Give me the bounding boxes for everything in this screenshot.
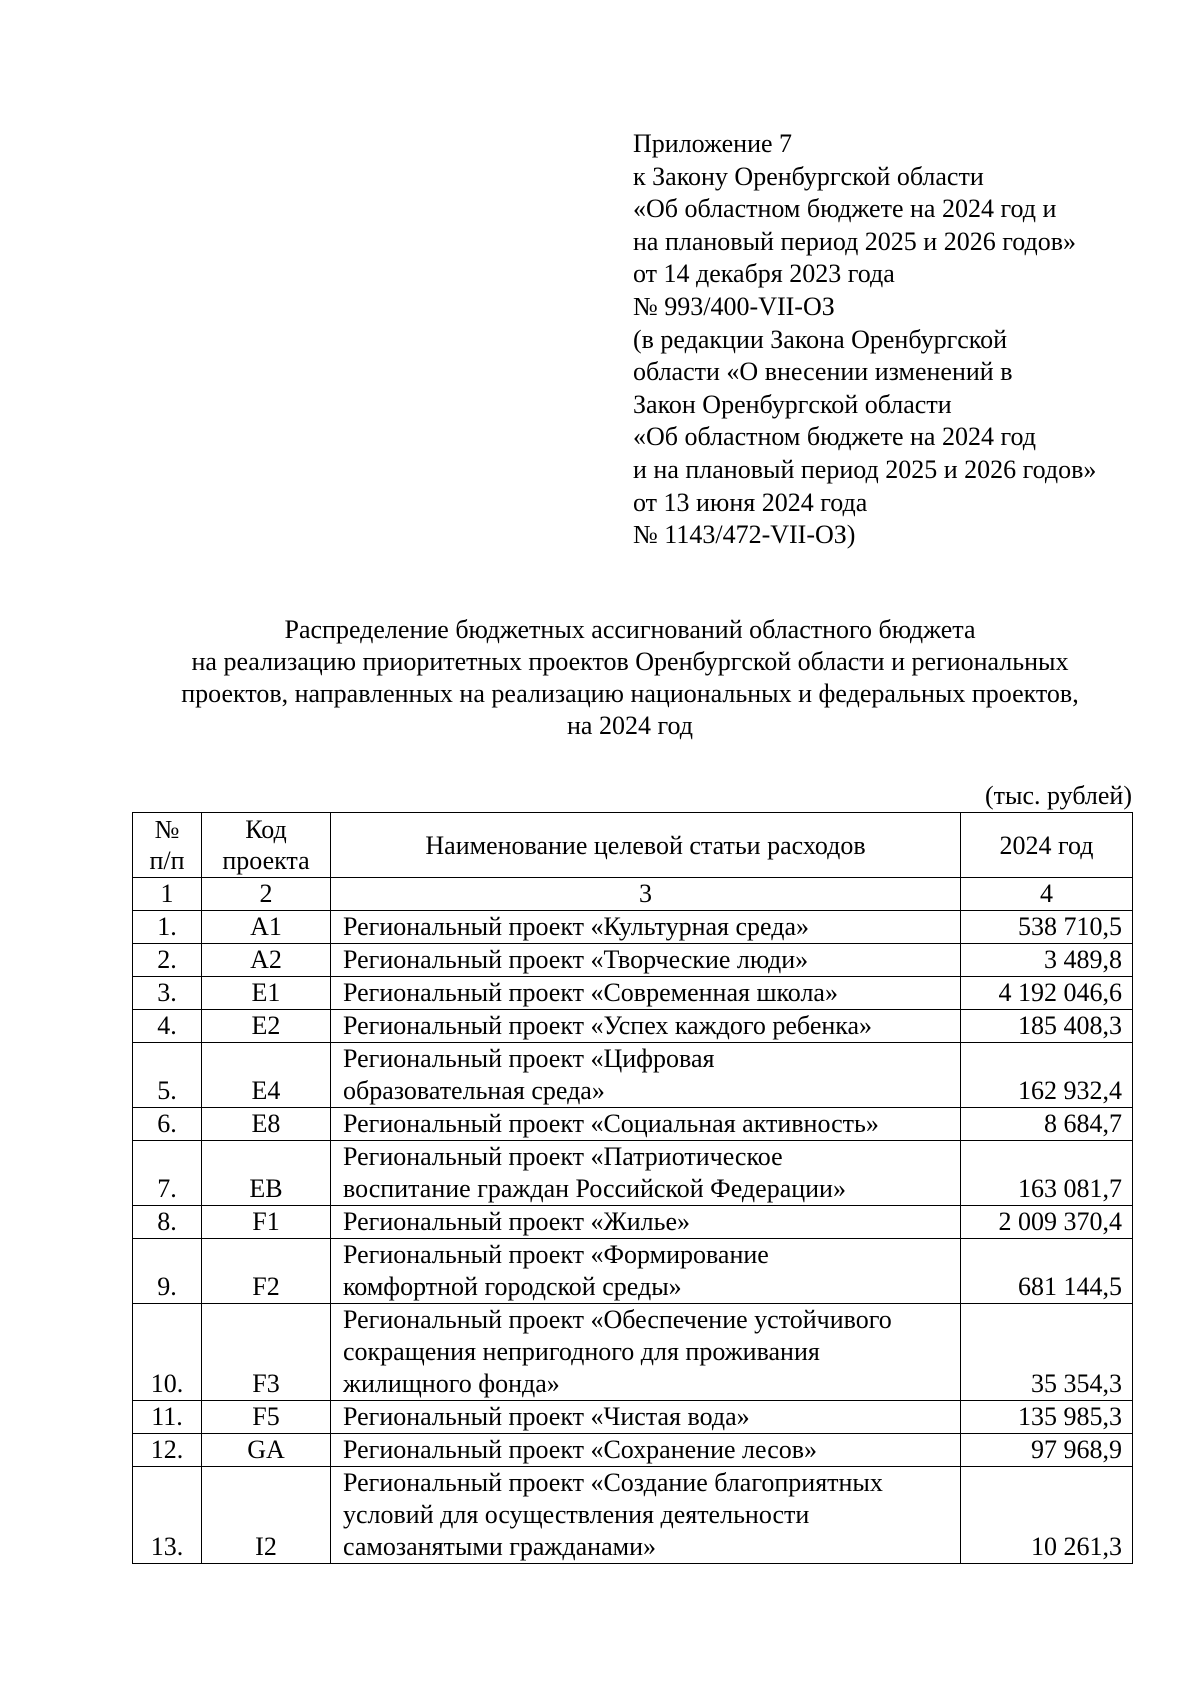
project-name — [331, 1434, 961, 1467]
table-row — [133, 1043, 1133, 1108]
project-name-line: Региональный проект «Формирование — [343, 1240, 769, 1269]
project-name-line: воспитание граждан Российской Федерации» — [343, 1174, 846, 1203]
project-name — [331, 1239, 961, 1304]
project-code: A1 — [202, 911, 331, 944]
amount-2024: 135 985,3 — [961, 1401, 1133, 1434]
project-name-line: Региональный проект «Социальная активность» — [343, 1109, 879, 1138]
table-row — [133, 977, 1133, 1010]
table-row — [133, 1467, 1133, 1564]
document-title — [130, 614, 1130, 742]
project-name-line: Региональный проект «Сохранение лесов» — [343, 1435, 818, 1464]
row-number: 1. — [133, 911, 202, 944]
amount-2024: 162 932,4 — [961, 1043, 1133, 1108]
table-row — [133, 911, 1133, 944]
table-row — [133, 944, 1133, 977]
project-name-line: Региональный проект «Патриотическое — [343, 1142, 783, 1171]
appendix-line: «Об областном бюджете на 2024 год — [633, 422, 1036, 452]
header-number-line1: № — [154, 815, 180, 844]
project-name — [331, 1304, 961, 1401]
table-row — [133, 1239, 1133, 1304]
budget-table — [132, 812, 1133, 1564]
header-number-line2: п/п — [149, 846, 185, 875]
project-name — [331, 944, 961, 977]
project-name-line: Региональный проект «Чистая вода» — [343, 1402, 750, 1431]
table-row — [133, 1434, 1133, 1467]
table-row — [133, 1141, 1133, 1206]
amount-2024: 163 081,7 — [961, 1141, 1133, 1206]
project-name-line: Региональный проект «Творческие люди» — [343, 945, 809, 974]
amount-2024: 185 408,3 — [961, 1010, 1133, 1043]
project-name-line: Региональный проект «Жилье» — [343, 1207, 691, 1236]
project-name — [331, 1108, 961, 1141]
project-code: A2 — [202, 944, 331, 977]
appendix-line: (в редакции Закона Оренбургской — [633, 324, 1008, 354]
row-number: 8. — [133, 1206, 202, 1239]
table-header-row — [133, 813, 1133, 878]
project-name-line: самозанятыми гражданами» — [343, 1532, 656, 1561]
appendix-line: «Об областном бюджете на 2024 год и — [633, 194, 1057, 224]
header-year: 2024 год — [961, 813, 1133, 878]
row-number: 7. — [133, 1141, 202, 1206]
amount-2024: 35 354,3 — [961, 1304, 1133, 1401]
row-number: 12. — [133, 1434, 202, 1467]
table-row — [133, 1304, 1133, 1401]
project-code: F1 — [202, 1206, 331, 1239]
project-name-line: жилищного фонда» — [343, 1369, 560, 1398]
header-code — [202, 813, 331, 878]
project-name-line: условий для осуществления деятельности — [343, 1500, 810, 1529]
project-name — [331, 977, 961, 1010]
appendix-header — [633, 128, 1096, 552]
project-name — [331, 1467, 961, 1564]
amount-2024: 10 261,3 — [961, 1467, 1133, 1564]
project-name — [331, 1043, 961, 1108]
row-number: 4. — [133, 1010, 202, 1043]
table-row — [133, 1108, 1133, 1141]
table-row — [133, 1010, 1133, 1043]
project-code: F2 — [202, 1239, 331, 1304]
amount-2024: 538 710,5 — [961, 911, 1133, 944]
project-name-line: комфортной городской среды» — [343, 1272, 682, 1301]
appendix-line: № 993/400-VII-ОЗ — [633, 291, 835, 321]
row-number: 9. — [133, 1239, 202, 1304]
appendix-line: № 1143/472-VII-ОЗ) — [633, 520, 856, 550]
appendix-line: от 14 декабря 2023 года — [633, 259, 895, 289]
appendix-line: на плановый период 2025 и 2026 годов» — [633, 226, 1076, 256]
project-code: I2 — [202, 1467, 331, 1564]
project-code: F5 — [202, 1401, 331, 1434]
title-line: на 2024 год — [567, 711, 693, 740]
amount-2024: 681 144,5 — [961, 1239, 1133, 1304]
title-line: на реализацию приоритетных проектов Оренбургской области и региональных — [191, 647, 1069, 676]
amount-2024: 2 009 370,4 — [961, 1206, 1133, 1239]
project-name — [331, 1010, 961, 1043]
project-name — [331, 1401, 961, 1434]
column-number: 3 — [331, 878, 961, 911]
appendix-line: области «О внесении изменений в — [633, 357, 1013, 387]
column-number: 2 — [202, 878, 331, 911]
column-number: 1 — [133, 878, 202, 911]
units-note: (тыс. рублей) — [984, 781, 1132, 810]
row-number: 11. — [133, 1401, 202, 1434]
table-row — [133, 1206, 1133, 1239]
project-code: E8 — [202, 1108, 331, 1141]
column-numbering-row — [133, 878, 1133, 911]
project-name — [331, 911, 961, 944]
row-number: 2. — [133, 944, 202, 977]
project-name-line: образовательная среда» — [343, 1076, 605, 1105]
project-name-line: Региональный проект «Культурная среда» — [343, 912, 809, 941]
project-name-line: Региональный проект «Современная школа» — [343, 978, 838, 1007]
row-number: 3. — [133, 977, 202, 1010]
project-code: EB — [202, 1141, 331, 1206]
appendix-line: от 13 июня 2024 года — [633, 487, 868, 517]
project-name-line: Региональный проект «Успех каждого ребенка» — [343, 1011, 873, 1040]
project-name-line: Региональный проект «Цифровая — [343, 1044, 715, 1073]
project-code: E1 — [202, 977, 331, 1010]
amount-2024: 8 684,7 — [961, 1108, 1133, 1141]
appendix-line: Приложение 7 — [633, 129, 793, 158]
amount-2024: 4 192 046,6 — [961, 977, 1133, 1010]
project-name-line: сокращения непригодного для проживания — [343, 1337, 820, 1366]
header-code-line2: проекта — [222, 846, 310, 875]
title-line: проектов, направленных на реализацию национальных и федеральных проектов, — [181, 679, 1079, 708]
appendix-line: Закон Оренбургской области — [633, 389, 952, 419]
table-row — [133, 1401, 1133, 1434]
column-number: 4 — [961, 878, 1133, 911]
project-code: E2 — [202, 1010, 331, 1043]
header-name: Наименование целевой статьи расходов — [331, 813, 961, 878]
row-number: 10. — [133, 1304, 202, 1401]
row-number: 13. — [133, 1467, 202, 1564]
project-name-line: Региональный проект «Обеспечение устойчивого — [343, 1305, 892, 1334]
project-code: E4 — [202, 1043, 331, 1108]
appendix-line: и на плановый период 2025 и 2026 годов» — [633, 454, 1097, 484]
title-line: Распределение бюджетных ассигнований областного бюджета — [284, 615, 976, 644]
header-number — [133, 813, 202, 878]
row-number: 6. — [133, 1108, 202, 1141]
project-name — [331, 1206, 961, 1239]
appendix-line: к Закону Оренбургской области — [633, 161, 984, 191]
amount-2024: 97 968,9 — [961, 1434, 1133, 1467]
project-name — [331, 1141, 961, 1206]
project-name-line: Региональный проект «Создание благоприятных — [343, 1468, 883, 1497]
header-code-line1: Код — [245, 815, 287, 844]
project-code: GA — [202, 1434, 331, 1467]
project-code: F3 — [202, 1304, 331, 1401]
amount-2024: 3 489,8 — [961, 944, 1133, 977]
row-number: 5. — [133, 1043, 202, 1108]
